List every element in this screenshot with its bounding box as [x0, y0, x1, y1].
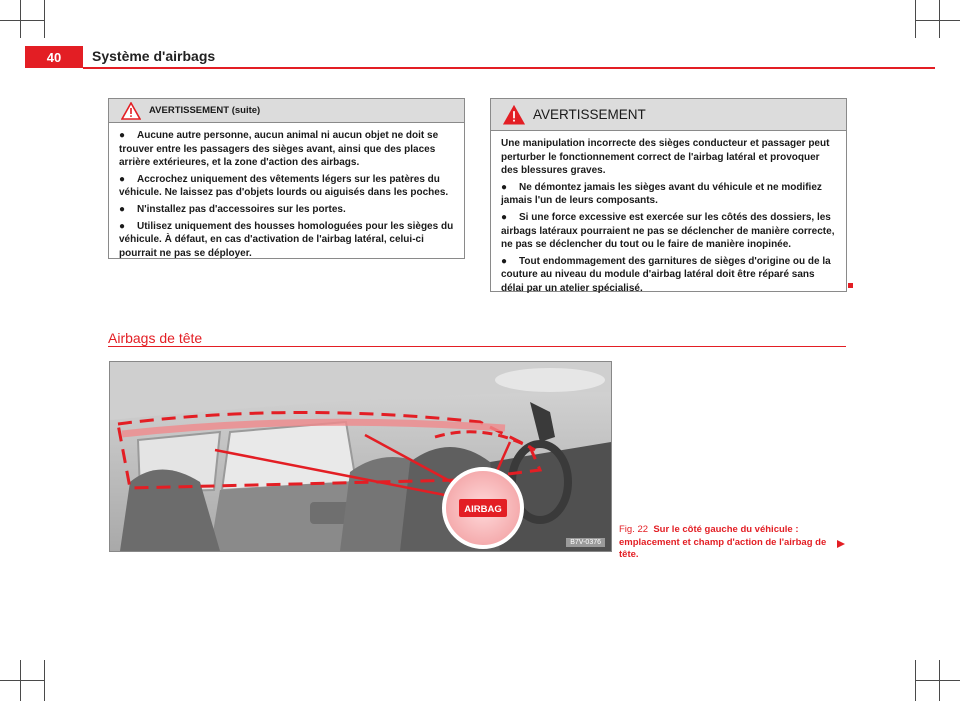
- warning-header: [109, 99, 464, 123]
- warning-box-continued: [108, 98, 465, 259]
- crop-mark: [915, 680, 960, 681]
- crop-mark: [20, 0, 21, 38]
- warning-intro: Une manipulation incorrecte des sièges conducteur et passager peut perturber le fonctionnement correct de l'airbag latéral et provoquer des blessures graves.: [501, 138, 830, 177]
- arrow-right-icon: [836, 539, 846, 549]
- crop-mark: [939, 0, 940, 38]
- section-title: Airbags de tête: [108, 330, 203, 346]
- header-rule: [83, 67, 935, 69]
- warning-body: [491, 131, 846, 303]
- warning-header: [491, 99, 846, 131]
- warning-triangle-icon: [121, 102, 141, 120]
- warning-item: ● Si une force excessive est exercée sur les côtés des dossiers, les airbags latéraux pourraient ne pas se déclencher de manière correcte, ne pas se déclencher du tout ou le faire de manière inopinée.: [501, 211, 835, 251]
- warning-heading: AVERTISSEMENT (suite): [149, 105, 261, 116]
- page-title: Système d'airbags: [92, 48, 216, 64]
- crop-mark: [0, 20, 44, 21]
- page-number: 40: [25, 46, 83, 68]
- airbag-figure: [109, 361, 612, 552]
- warning-body: [109, 123, 464, 267]
- crop-mark: [915, 0, 916, 38]
- figure-code: B7V-0376: [566, 538, 605, 547]
- crop-mark: [44, 660, 45, 701]
- warning-item: ● Ne démontez jamais les sièges avant du véhicule et ne modifiez jamais l'un de leurs composants.: [501, 181, 822, 207]
- warning-item: ● N'installez pas d'accessoires sur les portes.: [119, 203, 346, 215]
- figure-caption: [619, 524, 847, 562]
- section-rule: [108, 346, 846, 347]
- warning-item: ● Utilisez uniquement des housses homologuées pour les sièges du véhicule. À défaut, en cas d'activation de l'airbag latéral, celui-ci pourrait ne pas se déployer.: [119, 220, 454, 259]
- crop-mark: [915, 20, 960, 21]
- figure-label: Fig. 22: [619, 524, 649, 535]
- car-interior-illustration: [110, 362, 611, 551]
- figure-caption-text: Sur le côté gauche du véhicule : emplacement et champ d'action de l'airbag de tête.: [619, 524, 827, 560]
- warning-item: ● Tout endommagement des garnitures de sièges d'origine ou de la couture au niveau du module d'airbag latéral doit être réparé sans délai par un atelier spécialisé.: [501, 255, 831, 294]
- airbag-badge-label: AIRBAG: [464, 504, 502, 515]
- crop-mark: [0, 680, 44, 681]
- crop-mark: [44, 0, 45, 38]
- warning-item: ● Accrochez uniquement des vêtements légers sur les patères du véhicule. Ne laissez pas d'objets lourds ou aiguisés dans les poches.: [119, 173, 449, 199]
- warning-box: [490, 98, 847, 292]
- section-end-marker: [848, 283, 853, 288]
- warning-item: ● Aucune autre personne, aucun animal ni aucun objet ne doit se trouver entre les passagers des sièges avant, ainsi que des places arrière extérieures, et la zone d'action des airbags.: [119, 130, 439, 169]
- warning-heading: AVERTISSEMENT: [533, 107, 646, 122]
- warning-triangle-icon: [503, 105, 525, 125]
